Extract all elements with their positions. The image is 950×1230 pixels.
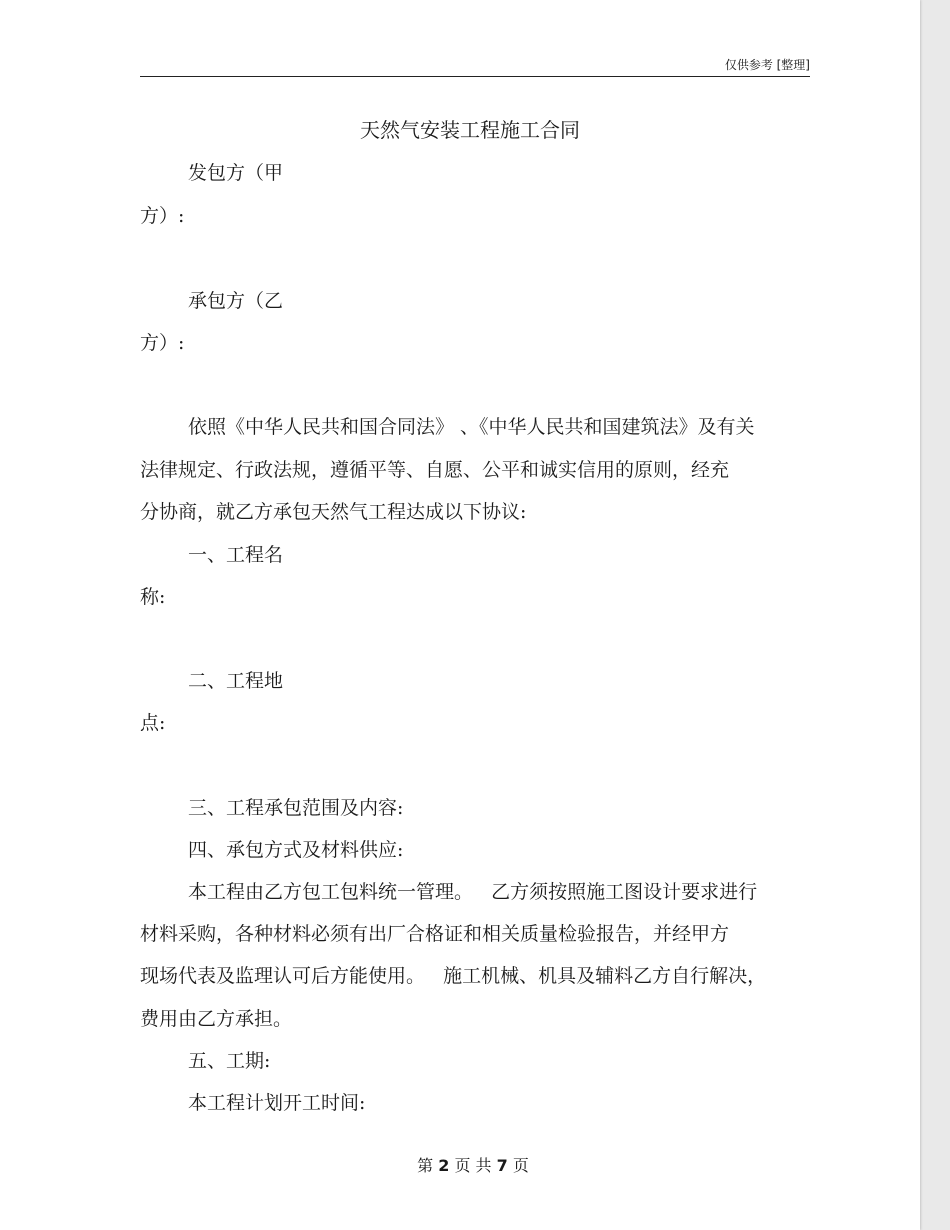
footer-middle: 页 共 bbox=[454, 1156, 492, 1175]
paragraph-line: 本工程计划开工时间: bbox=[188, 1092, 366, 1114]
footer-suffix: 页 bbox=[512, 1156, 529, 1175]
page-footer bbox=[0, 1155, 946, 1177]
footer-prefix: 第 bbox=[417, 1156, 434, 1175]
paragraph-line: 五、工期: bbox=[188, 1050, 271, 1072]
paragraph-line: 方）: bbox=[140, 205, 185, 227]
paragraph-line: 费用由乙方承担。 bbox=[140, 1008, 293, 1030]
paragraph-line: 依照《中华人民共和国合同法》 、《中华人民共和国建筑法》及有关 bbox=[188, 416, 755, 438]
paragraph-line: 分协商，就乙方承包天然气工程达成以下协议: bbox=[140, 501, 527, 523]
paragraph-line: 四、承包方式及材料供应: bbox=[188, 839, 404, 861]
paragraph-line: 承包方（乙 bbox=[188, 290, 284, 312]
paragraph-line: 一、工程名 bbox=[188, 544, 284, 566]
paragraph-line: 本工程由乙方包工包料统一管理。 乙方须按照施工图设计要求进行 bbox=[188, 881, 758, 903]
current-page-number: 2 bbox=[438, 1156, 450, 1175]
paragraph-line: 材料采购，各种材料必须有出厂合格证和相关质量检验报告，并经甲方 bbox=[140, 923, 730, 945]
paragraph-line: 现场代表及监理认可后方能使用。 施工机械、机具及辅料乙方自行解决， bbox=[140, 965, 767, 987]
document-title: 天然气安装工程施工合同 bbox=[360, 118, 580, 142]
paragraph-line: 点: bbox=[140, 712, 166, 734]
paragraph-line: 称: bbox=[140, 586, 166, 608]
total-pages-number: 7 bbox=[496, 1156, 508, 1175]
paragraph-line: 二、工程地 bbox=[188, 670, 284, 692]
page-header: 仅供参考 [整理] bbox=[140, 54, 810, 77]
paragraph-line: 发包方（甲 bbox=[188, 162, 284, 184]
paragraph-line: 三、工程承包范围及内容: bbox=[188, 797, 404, 819]
paragraph-line: 方）: bbox=[140, 332, 185, 354]
paragraph-line: 法律规定、行政法规，遵循平等、自愿、公平和诚实信用的原则，经充 bbox=[140, 459, 730, 481]
